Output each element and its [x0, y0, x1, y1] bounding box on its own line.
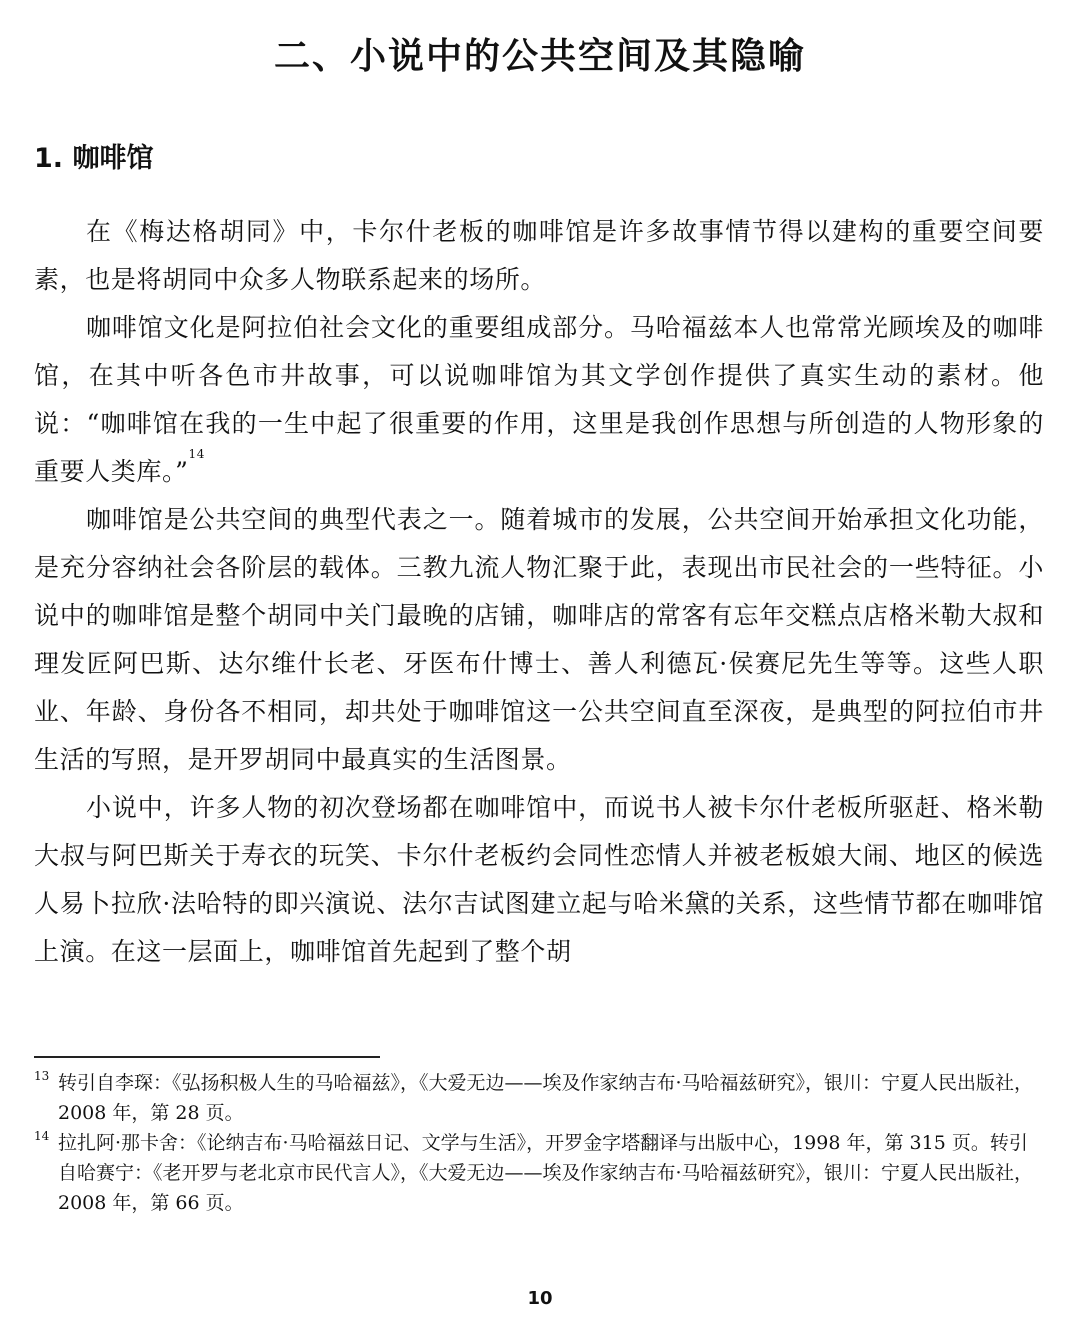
paragraph	[34, 784, 1044, 976]
subsection-title: 1. 咖啡馆	[34, 143, 154, 174]
footnote-text: 转引自李琛：《弘扬积极人生的马哈福兹》，《大爱无边——埃及作家纳吉布·马哈福兹研究》，银川：宁夏人民出版社，2008 年，第 28 页。	[58, 1072, 1034, 1124]
paragraph-text: 在《梅达格胡同》中，卡尔什老板的咖啡馆是许多故事情节得以建构的重要空间要素，也是将胡同中众多人物联系起来的场所。	[34, 217, 1044, 294]
paragraph-text: 小说中，许多人物的初次登场都在咖啡馆中，而说书人被卡尔什老板所驱赶、格米勒大叔与阿巴斯关于寿衣的玩笑、卡尔什老板约会同性恋情人并被老板娘大闹、地区的候选人易卜拉欣·法哈特的即兴演说、法尔吉试图建立起与哈米黛的关系，这些情节都在咖啡馆上演。在这一层面上，咖啡馆首先起到了整个胡	[34, 793, 1044, 966]
footnote-number: 14	[34, 1129, 50, 1143]
footnote	[34, 1128, 1046, 1218]
footnote	[34, 1068, 1046, 1128]
footnote-number: 13	[34, 1069, 50, 1083]
footnote-reference: 14	[188, 447, 205, 461]
footnotes	[34, 1068, 1046, 1218]
paragraph	[34, 208, 1044, 304]
paragraph	[34, 496, 1044, 784]
paragraph-text: 咖啡馆文化是阿拉伯社会文化的重要组成部分。马哈福兹本人也常常光顾埃及的咖啡馆，在其中听各色市井故事，可以说咖啡馆为其文学创作提供了真实生动的素材。他说：“咖啡馆在我的一生中起了很重要的作用，这里是我创作思想与所创造的人物形象的重要人类库。”	[34, 313, 1044, 486]
body-text	[34, 208, 1044, 976]
paragraph	[34, 304, 1044, 496]
footnote-text: 拉扎阿·那卡舍：《论纳吉布·马哈福兹日记、文学与生活》，开罗金字塔翻译与出版中心，1998 年，第 315 页。转引自哈赛宁：《老开罗与老北京市民代言人》，《大爱无边——埃及作家纳吉布·马哈福兹研究》，银川：宁夏人民出版社，2008 年，第 66 页。	[58, 1132, 1034, 1214]
page-number: 10	[527, 1288, 553, 1309]
footnote-divider	[34, 1056, 380, 1058]
section-title: 二、小说中的公共空间及其隐喻	[273, 36, 806, 77]
paragraph-text: 咖啡馆是公共空间的典型代表之一。随着城市的发展，公共空间开始承担文化功能，是充分容纳社会各阶层的载体。三教九流人物汇聚于此，表现出市民社会的一些特征。小说中的咖啡馆是整个胡同中关门最晚的店铺，咖啡店的常客有忘年交糕点店格米勒大叔和理发匠阿巴斯、达尔维什长老、牙医布什博士、善人利德瓦·侯赛尼先生等等。这些人职业、年龄、身份各不相同，却共处于咖啡馆这一公共空间直至深夜，是典型的阿拉伯市井生活的写照，是开罗胡同中最真实的生活图景。	[34, 505, 1044, 774]
